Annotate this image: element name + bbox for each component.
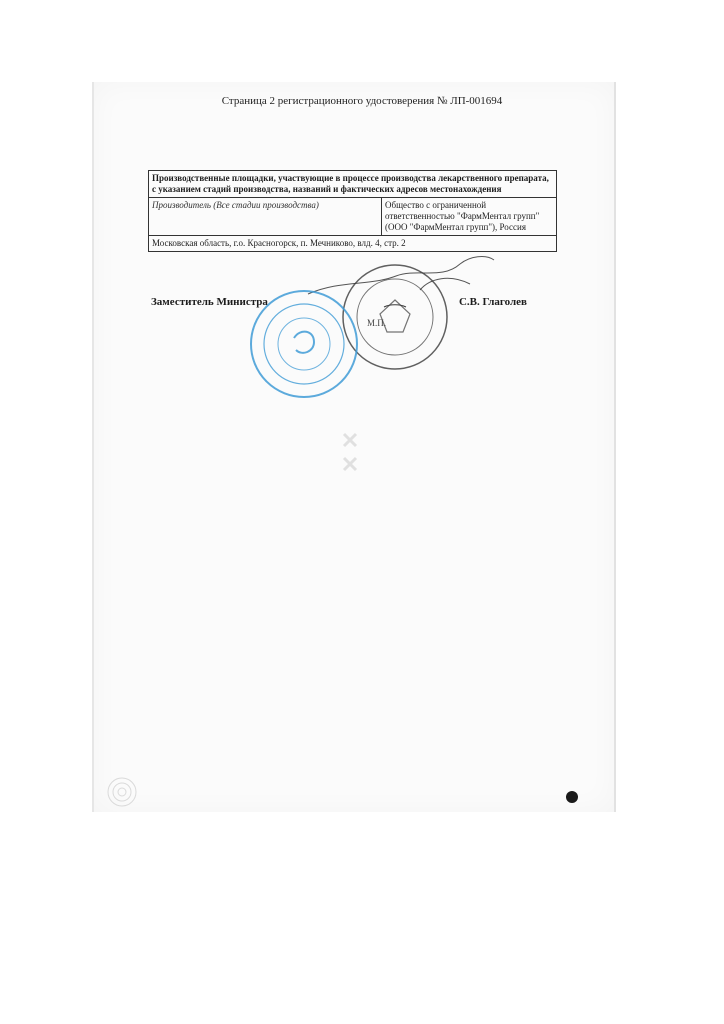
manufacturer-company: Общество с ограниченной ответственностью "ФармМентал групп" (ООО "ФармМентал групп"), Россия <box>382 198 557 236</box>
production-sites-table <box>148 170 557 252</box>
page-title: Страница 2 регистрационного удостоверения № ЛП-001694 <box>221 95 503 107</box>
guilloche-ornament <box>97 772 147 812</box>
table-row <box>149 198 557 236</box>
company-seal-stamp <box>248 288 360 400</box>
signatory-name: С.В. Глаголев <box>458 296 527 308</box>
scan-marks <box>330 428 370 478</box>
table-row <box>149 171 557 198</box>
manufacturer-role: Производитель (Все стадии производства) <box>149 198 382 236</box>
table-heading: Производственные площадки, участвующие в процессе производства лекарственного препарата, с указанием стадий производства, названий и фактических адресов местонахождения <box>149 171 557 198</box>
manufacturer-address: Московская область, г.о. Красногорск, п. Мечниково, влд. 4, стр. 2 <box>149 236 557 252</box>
signatory-title: Заместитель Министра <box>151 296 268 308</box>
hole-punch-dot <box>566 791 578 803</box>
mp-label: М.П. <box>367 318 387 328</box>
